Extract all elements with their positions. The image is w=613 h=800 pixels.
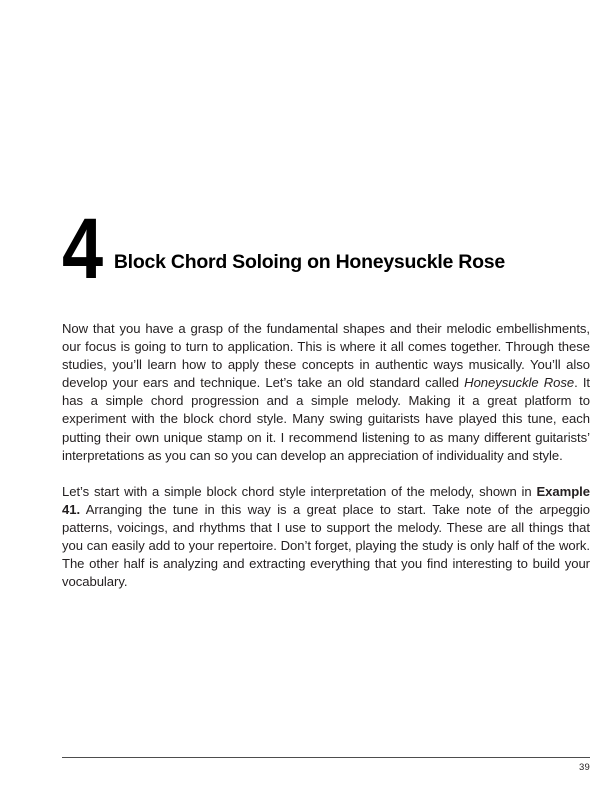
chapter-number: 4 [62, 201, 102, 297]
chapter-title: Block Chord Soloing on Honeysuckle Rose [113, 250, 505, 273]
page-number: 39 [579, 762, 590, 773]
body-text-column [62, 320, 590, 591]
body-paragraph-2: Let’s start with a simple block chord style interpretation of the melody, shown in Example 41. Arranging the tune in this way is a great place to start. Take note of the arpeggio patterns, voicings, and rhythms that I use to support the melody. These are all things that you can easily add to your repertoire. Don’t forget, playing the study is only half of the work. The other half is analyzing and extracting everything that you find interesting to build your vocabulary. [62, 483, 590, 590]
footer-divider [62, 757, 590, 758]
chapter-heading [62, 201, 590, 297]
body-paragraph-1: Now that you have a grasp of the fundamental shapes and their melodic embellishments, our focus is going to turn to application. This is where it all comes together. Through these studies, you’ll learn how to apply these concepts in authentic ways musically. You’ll also develop your ears and technique. Let’s take an old standard called Honeysuckle Rose. It has a simple chord progression and a simple melody. Making it a great platform to experiment with the block chord style. Many swing guitarists have played this tune, each putting their own unique stamp on it. I recommend listening to as many different guitarists’ interpretations as you can so you can develop an appreciation of individuality and style. [62, 321, 590, 463]
